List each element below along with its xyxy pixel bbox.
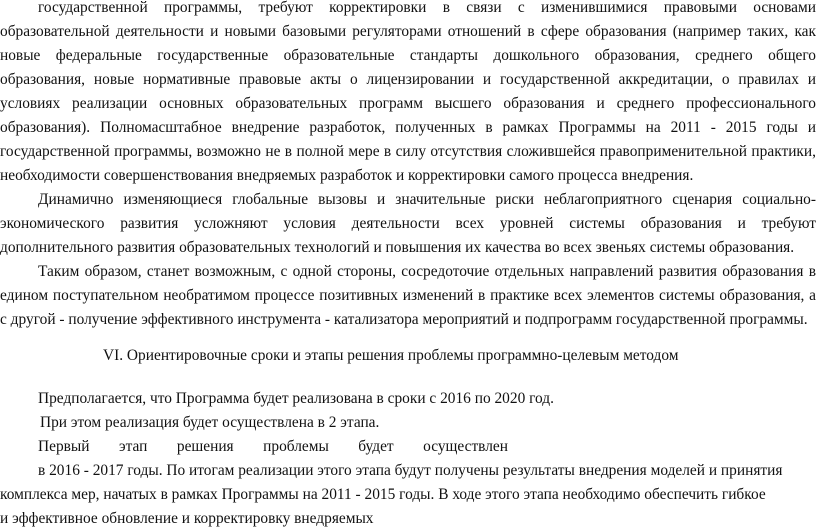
paragraph-1-line-3: новые федеральные государственные образовательные стандарты дошкольного образования, среднего общего <box>0 47 816 64</box>
paragraph-1-line-2: образовательной деятельности и новыми базовыми регуляторами отношений в сфере образования (например таких, как <box>0 23 816 40</box>
paragraph-3-line-1: Таким образом, станет возможным, с одной стороны, сосредоточие отдельных направлений развития образования в <box>38 263 816 280</box>
paragraph-2-line-3: дополнительного развития образовательных технологий и повышения их качества во всех звеньях системы образования. <box>0 239 795 256</box>
paragraph-2-line-2: экономического развития усложняют условия деятельности всех уровней системы образования и требуют <box>0 215 816 232</box>
paragraph-5: При этом реализация будет осуществлена в 2 этапа. <box>40 414 380 431</box>
paragraph-4: Предполагается, что Программа будет реализована в сроки с 2016 по 2020 год. <box>38 390 554 407</box>
paragraph-1-line-5: условиях реализации основных образовательных программ высшего образования и среднего профессионального <box>0 95 816 112</box>
paragraph-1-line-6: образования). Полномасштабное внедрение разработок, полученных в рамках Программы на 2011 - 2015 годы и <box>0 119 816 136</box>
paragraph-6-line-3: комплекса мер, начатых в рамках Программы на 2011 - 2015 годы. В ходе этого этапа необходимо обеспечить гибкое <box>0 486 766 503</box>
paragraph-1-line-7: государственной программы, возможно не в полной мере в силу отсутствия сложившейся правоприменительной практики, <box>0 143 816 160</box>
paragraph-3-line-2: едином поступательном необратимом процессе позитивных изменений в практике всех элементов системы образования, а <box>0 287 816 304</box>
section-heading: VI. Ориентировочные сроки и этапы решения проблемы программно-целевым методом <box>103 347 679 364</box>
paragraph-1-line-4: образования, новые нормативные правовые акты о лицензировании и государственной аккредитации, о правилах и <box>0 71 816 88</box>
paragraph-1-line-8: необходимости совершенствования внедряемых разработок и корректировки самого процесса внедрения. <box>0 167 694 184</box>
paragraph-6-line-4: и эффективное обновление и корректировку внедряемых <box>0 510 374 527</box>
paragraph-2-line-1: Динамично изменяющиеся глобальные вызовы и значительные риски неблагоприятного сценария социально- <box>38 191 816 208</box>
paragraph-6-line-1: Первый этап решения проблемы будет осуществлен <box>38 438 508 455</box>
paragraph-1-line-1: государственной программы, требуют корректировки в связи с изменившимися правовыми основами <box>38 0 816 16</box>
paragraph-3-line-3: с другой - получение эффективного инструмента - катализатора мероприятий и подпрограмм государственной программы. <box>0 311 808 328</box>
paragraph-6-line-2: в 2016 - 2017 годы. По итогам реализации этого этапа будут получены результаты внедрения моделей и принятия <box>38 462 783 479</box>
